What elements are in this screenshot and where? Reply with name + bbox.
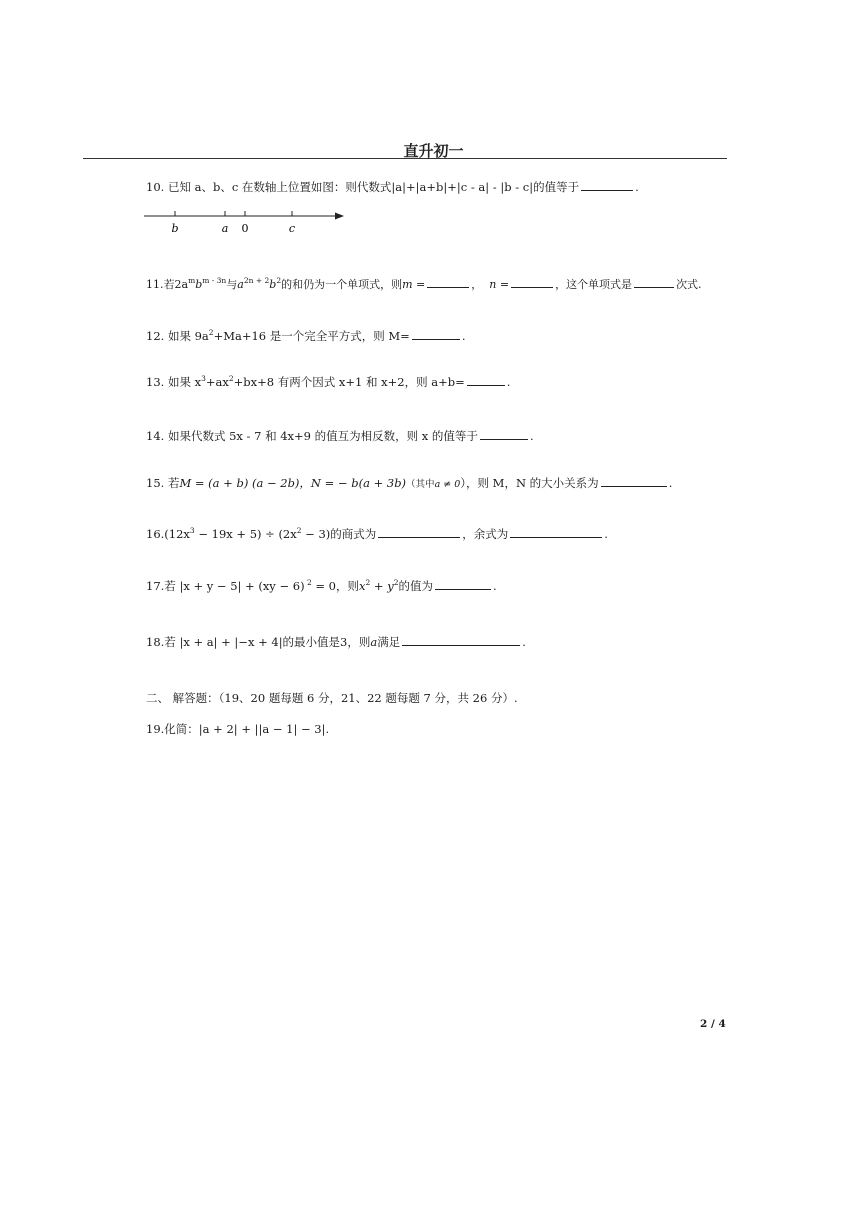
question-10: 10. 已知 a、b、c 在数轴上位置如图：则代数式|a|+|a+b|+|c - a| - |b - c|的值等于 . [146,180,639,194]
question-12-answer-blank[interactable] [412,328,460,340]
question-19: 19.化简：|a + 2| + ||a − 1| − 3|. [146,722,330,736]
question-11-blank-m[interactable] [427,276,469,288]
question-13: 13. 如果 $x^3+ax^2+bx+8$ 有两个因式 x+1 和 x+2，则 a+b= . [146,374,511,389]
label-zero: 0 [241,222,249,235]
question-13-answer-blank[interactable] [467,374,505,386]
question-16-remainder-blank[interactable] [510,526,602,538]
question-17-answer-blank[interactable] [435,578,491,590]
label-a: a [221,222,229,235]
question-15-answer-blank[interactable] [601,475,667,487]
section-2-heading: 二、 解答题：（19、20 题每题 6 分，21、22 题每题 7 分，共 26 分）. [146,691,518,705]
question-14-answer-blank[interactable] [480,428,528,440]
question-11-blank-degree[interactable] [634,276,674,288]
question-18: 18.若 |x + a| + |−x + 4|的最小值是3，则a满足 . [146,635,526,649]
question-18-answer-blank[interactable] [402,634,520,646]
header-rule [83,158,727,159]
question-12: 12. 如果 $9a^2+Ma+16$ 是一个完全平方式，则 M= . [146,328,466,343]
question-11-blank-n[interactable] [511,276,553,288]
question-16-quotient-blank[interactable] [378,526,460,538]
label-b: b [171,222,179,235]
number-line-arrow [335,213,344,220]
question-17: 17.若 |x + y − 5| + (xy − 6) $^2$ = 0，则$x^2 + y^2$的值为 . [146,578,497,593]
question-11: 11.若$2a^mb^{m - 3n}$与$a^{2n + 2}b^2$的和仍为一个单项式，则m = ， n = ，这个单项式是 次式. [146,276,702,291]
question-10-answer-blank[interactable] [581,179,633,191]
question-16: $16.(12x^3 - 19x + 5) \div (2x^2 - 3)$的商式为 ，余式为 . [146,526,608,541]
page-header-title: 直升初一 [403,142,464,160]
question-14: 14. 如果代数式 5x - 7 和 4x+9 的值互为相反数，则 x 的值等于 . [146,429,534,443]
label-c: c [288,222,296,235]
number-line-figure [144,205,354,239]
question-10-text: 10. 已知 a、b、c 在数轴上位置如图：则代数式|a|+|a+b|+|c - a| - |b - c|的值等于 [146,180,580,194]
page-number: 2 / 4 [700,1018,726,1030]
question-15: 15. 若M = (a + b) (a − 2b)，N = − b(a + 3b)（其中a ≠ 0），则 M，N 的大小关系为 . [146,476,673,490]
